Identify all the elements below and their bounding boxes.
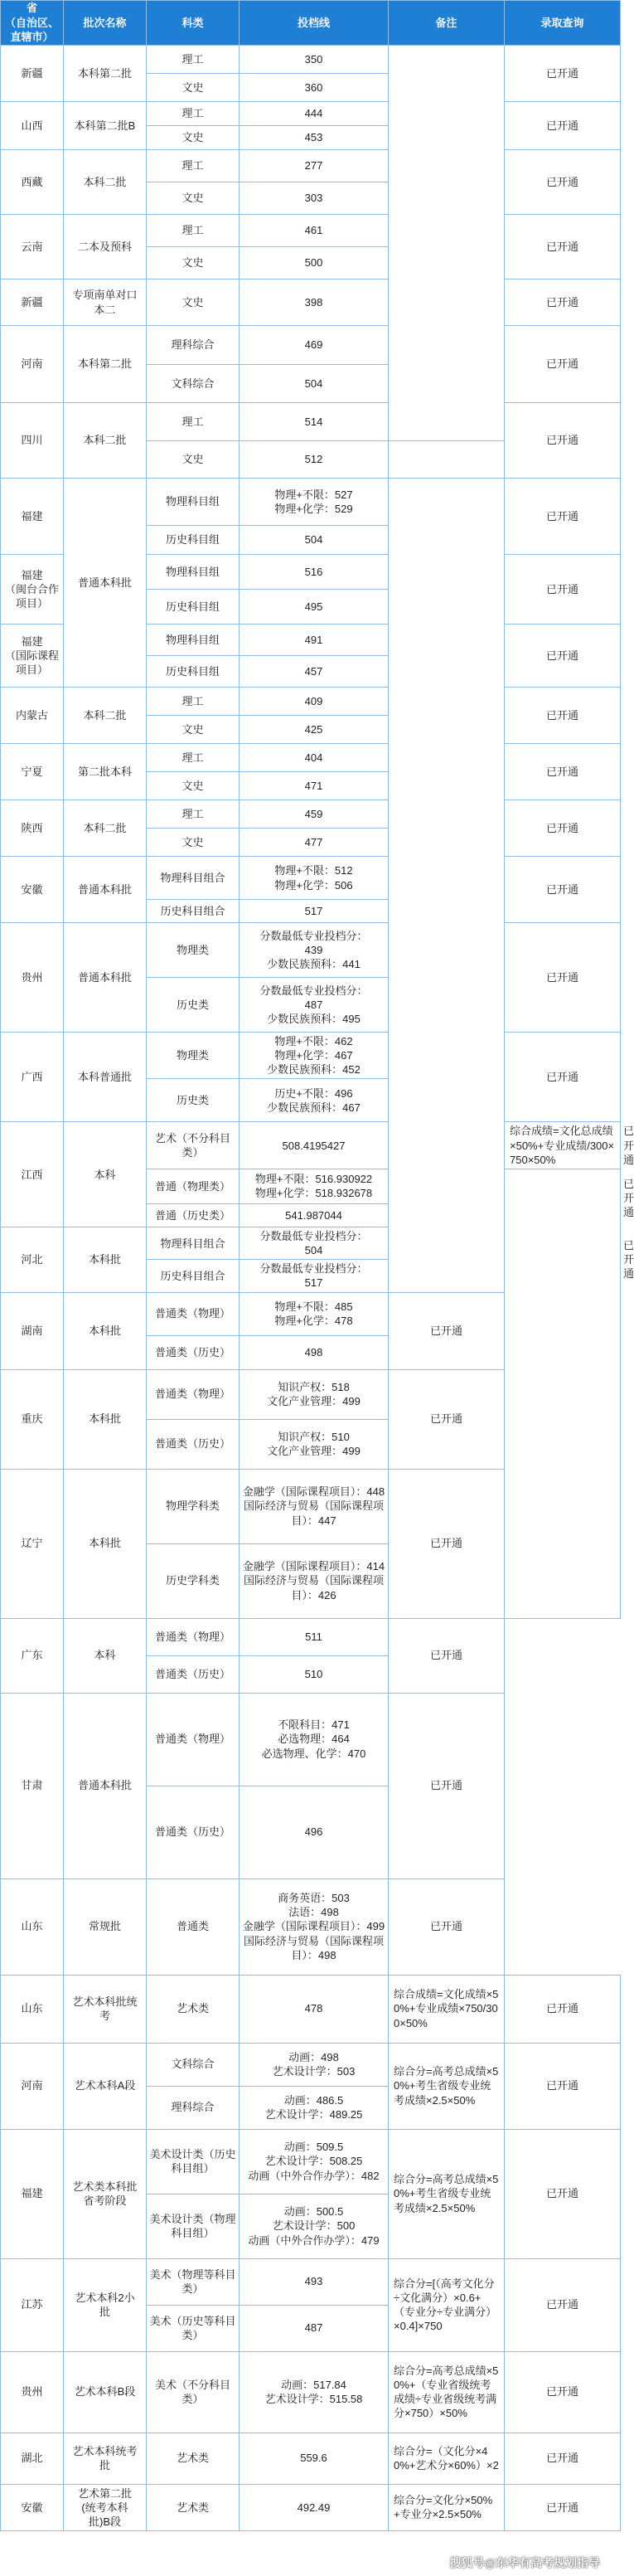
subject-cell: 普通类（物理） [147, 1618, 240, 1655]
batch-cell: 本科 [64, 1618, 147, 1693]
table-row [1, 279, 621, 326]
score-cell: 496 [240, 1786, 389, 1879]
batch-cell: 艺术第二批 (统考本科 批)B段 [64, 2484, 147, 2530]
table-row [1, 857, 621, 900]
subject-cell: 物理科目组 [147, 479, 240, 526]
table-row [1, 46, 621, 74]
score-cell: 物理+不限：462 物理+化学：467 少数民族预科：452 [240, 1033, 389, 1079]
score-cell: 492.49 [240, 2484, 389, 2530]
score-cell: 动画：509.5 艺术设计学：508.25 动画（中外合作办学）：482 [240, 2129, 389, 2194]
table-row [1, 800, 621, 829]
table-row [1, 403, 621, 441]
subject-cell: 普通类（历史） [147, 1786, 240, 1879]
subject-cell: 普通类（历史） [147, 1419, 240, 1469]
table-row [1, 1975, 621, 2043]
status-cell[interactable]: 已开通 [505, 857, 621, 923]
table-row [1, 479, 621, 526]
table-header-row [1, 1, 621, 46]
subject-cell: 历史科目组 [147, 656, 240, 688]
status-cell[interactable]: 已开通 [389, 1879, 505, 1975]
status-cell[interactable]: 已开通 [505, 150, 621, 215]
score-cell: 491 [240, 625, 389, 656]
subject-cell: 文科综合 [147, 365, 240, 403]
score-cell: 517 [240, 900, 389, 923]
header-remark: 备注 [389, 1, 505, 46]
score-cell: 350 [240, 46, 389, 74]
subject-cell: 文史 [147, 279, 240, 326]
score-cell: 477 [240, 829, 389, 857]
subject-cell: 理工 [147, 744, 240, 772]
score-cell: 510 [240, 1655, 389, 1693]
batch-cell: 本科 [64, 1122, 147, 1227]
score-cell: 动画：486.5 艺术设计学：489.25 [240, 2086, 389, 2129]
subject-cell: 美术设计类（物理科目组） [147, 2194, 240, 2258]
subject-cell: 普通类（历史） [147, 1335, 240, 1369]
subject-cell: 文史 [147, 441, 240, 479]
subject-cell: 物理类 [147, 1033, 240, 1079]
subject-cell: 理工 [147, 150, 240, 182]
status-cell[interactable]: 已开通 [389, 1369, 505, 1469]
subject-cell: 文史 [147, 829, 240, 857]
province-cell: 湖北 [1, 2433, 64, 2484]
table-row [1, 1618, 621, 1655]
subject-cell: 文史 [147, 182, 240, 215]
status-cell[interactable]: 已开通 [505, 479, 621, 555]
score-cell: 459 [240, 800, 389, 829]
table-body [1, 46, 634, 2531]
province-cell: 河南 [1, 2043, 64, 2129]
score-cell: 504 [240, 365, 389, 403]
score-cell: 559.6 [240, 2433, 389, 2484]
status-cell[interactable]: 已开通 [505, 744, 621, 800]
province-cell: 新疆 [1, 46, 64, 102]
status-cell[interactable]: 已开通 [505, 2258, 621, 2351]
score-cell: 514 [240, 403, 389, 441]
subject-cell: 物理科目组 [147, 625, 240, 656]
score-cell: 469 [240, 326, 389, 365]
subject-cell: 物理类 [147, 923, 240, 978]
status-cell[interactable]: 已开通 [505, 2433, 621, 2484]
score-cell: 493 [240, 2258, 389, 2305]
subject-cell: 文科综合 [147, 2043, 240, 2086]
table-row [1, 2129, 621, 2194]
remark-cell: 综合分=高考总成绩×50%+（专业省级统考成绩÷专业省级统考满分×750）×50% [389, 2351, 505, 2433]
batch-cell: 本科二批 [64, 800, 147, 857]
score-cell: 512 [240, 441, 389, 479]
table-row: 普通（物理类） 物理+不限：516.930922 物理+化学：518.932678 已开通 [1, 1169, 621, 1203]
batch-cell: 本科批 [64, 1469, 147, 1618]
header-batch: 批次名称 [64, 1, 147, 46]
batch-cell: 本科第二批 [64, 326, 147, 403]
subject-cell: 历史科目组 [147, 590, 240, 625]
score-cell: 历史+不限：496 少数民族预科：467 [240, 1079, 389, 1122]
batch-cell: 艺术本科A段 [64, 2043, 147, 2129]
subject-cell: 理工 [147, 800, 240, 829]
subject-cell: 普通类（物理） [147, 1369, 240, 1419]
score-cell: 487 [240, 2305, 389, 2351]
table-row [1, 744, 621, 772]
province-cell: 辽宁 [1, 1469, 64, 1618]
province-cell: 河南 [1, 326, 64, 403]
status-cell[interactable]: 已开通 [389, 1618, 505, 1693]
subject-cell: 文史 [147, 247, 240, 279]
score-cell: 425 [240, 716, 389, 744]
batch-cell: 普通本科批 [64, 479, 147, 688]
table-row [1, 1879, 621, 1975]
remark-cell [505, 1169, 621, 1618]
subject-cell: 文史 [147, 74, 240, 102]
province-cell: 内蒙古 [1, 688, 64, 744]
batch-cell: 艺术本科B段 [64, 2351, 147, 2433]
score-cell: 498 [240, 1335, 389, 1369]
score-cell: 453 [240, 126, 389, 150]
status-cell[interactable]: 已开通 [505, 46, 621, 102]
table-row [1, 2484, 621, 2530]
subject-cell: 理工 [147, 102, 240, 126]
batch-cell: 第二批本科 [64, 744, 147, 800]
subject-cell: 理工 [147, 215, 240, 247]
province-cell: 新疆 [1, 279, 64, 326]
subject-cell: 历史科目组 [147, 526, 240, 555]
batch-cell: 本科二批 [64, 688, 147, 744]
subject-cell: 美术（不分科目类） [147, 2351, 240, 2433]
status-cell[interactable]: 已开通 [505, 2043, 621, 2129]
table-row [1, 102, 621, 126]
province-cell: 山东 [1, 1975, 64, 2043]
batch-cell: 本科批 [64, 1369, 147, 1469]
subject-cell: 艺术类 [147, 2484, 240, 2530]
batch-cell: 普通本科批 [64, 1693, 147, 1879]
score-cell: 508.4195427 [240, 1122, 389, 1169]
table-row [1, 2433, 621, 2484]
batch-cell: 二本及预科 [64, 215, 147, 279]
batch-cell: 本科第二批B [64, 102, 147, 150]
header-subject: 科类 [147, 1, 240, 46]
province-cell: 江苏 [1, 2258, 64, 2351]
score-cell: 398 [240, 279, 389, 326]
status-cell[interactable]: 已开通 [505, 2351, 621, 2433]
batch-cell: 本科第二批 [64, 46, 147, 102]
remark-cell [389, 46, 505, 441]
subject-cell: 物理科目组 [147, 555, 240, 590]
remark-cell: 综合成绩=文化总成绩×50%+专业成绩/300×750×50% [505, 1122, 621, 1169]
batch-cell: 艺术本科批统 考 [64, 1975, 147, 2043]
subject-cell: 理工 [147, 46, 240, 74]
table-row [1, 2258, 621, 2305]
subject-cell: 历史类 [147, 978, 240, 1033]
table-row [1, 688, 621, 716]
batch-cell: 本科二批 [64, 150, 147, 215]
subject-cell: 历史科目组合 [147, 1260, 240, 1292]
score-cell: 动画：498 艺术设计学：503 [240, 2043, 389, 2086]
province-cell: 广西 [1, 1033, 64, 1122]
province-cell: 福建 [1, 2129, 64, 2258]
status-cell[interactable]: 已开通 [505, 1033, 621, 1122]
subject-cell: 历史类 [147, 1079, 240, 1122]
remark-cell: 综合成绩=文化成绩×50%+专业成绩×750/300×50% [389, 1975, 505, 2043]
batch-cell: 艺术类本科批 省考阶段 [64, 2129, 147, 2258]
batch-cell: 本科普通批 [64, 1033, 147, 1122]
batch-cell: 本科二批 [64, 403, 147, 479]
score-cell: 分数最低专业投档分： 517 [240, 1260, 389, 1292]
table-row: 河北 本科批 物理科目组合 分数最低专业投档分： 504 已开通 [1, 1227, 621, 1259]
province-cell: 河北 [1, 1227, 64, 1292]
status-cell[interactable]: 已开通 [389, 1292, 505, 1369]
score-cell: 541.987044 [240, 1203, 389, 1227]
subject-cell: 艺术类 [147, 2433, 240, 2484]
table-row [1, 2043, 621, 2086]
province-cell: 江西 [1, 1122, 64, 1227]
table-row: 江西 本科 艺术（不分科目 类） 508.4195427 综合成绩=文化总成绩×50%+专业成绩/300×750×50% 已开通 [1, 1122, 621, 1169]
status-cell[interactable]: 已开通 [505, 2129, 621, 2258]
score-cell: 478 [240, 1975, 389, 2043]
batch-cell: 常规批 [64, 1879, 147, 1975]
status-cell[interactable]: 已开通 [505, 215, 621, 279]
score-cell: 分数最低专业投档分： 439 少数民族预科：441 [240, 923, 389, 978]
score-cell: 分数最低专业投档分： 504 [240, 1227, 389, 1259]
remark-cell: 综合分=高考总成绩×50%+考生省级专业统考成绩×2.5×50% [389, 2043, 505, 2129]
table-row [1, 2351, 621, 2433]
status-cell[interactable]: 已开通 [505, 403, 621, 479]
subject-cell: 普通类（历史） [147, 1655, 240, 1693]
subject-cell: 美术（物理等科目类） [147, 2258, 240, 2305]
score-cell: 511 [240, 1618, 389, 1655]
status-cell[interactable]: 已开通 [505, 800, 621, 857]
status-cell[interactable]: 已开通 [505, 688, 621, 744]
table-row [1, 150, 621, 182]
subject-cell: 普通类（物理） [147, 1292, 240, 1335]
subject-cell: 物理科目组合 [147, 1227, 240, 1259]
score-cell: 471 [240, 772, 389, 800]
batch-cell: 艺术本科2小 批 [64, 2258, 147, 2351]
subject-cell: 普通类 [147, 1879, 240, 1975]
province-cell: 西藏 [1, 150, 64, 215]
province-cell: 贵州 [1, 2351, 64, 2433]
score-cell: 504 [240, 526, 389, 555]
score-cell: 303 [240, 182, 389, 215]
province-cell: 重庆 [1, 1369, 64, 1469]
subject-cell: 普通（物理类） [147, 1169, 240, 1203]
subject-cell: 历史科目组合 [147, 900, 240, 923]
table-row [1, 215, 621, 247]
score-cell: 516 [240, 555, 389, 590]
province-cell: 安徽 [1, 2484, 64, 2530]
status-cell[interactable]: 已开通 [505, 555, 621, 625]
header-status: 录取查询 [505, 1, 621, 46]
score-cell: 分数最低专业投档分： 487 少数民族预科：495 [240, 978, 389, 1033]
province-cell: 甘肃 [1, 1693, 64, 1879]
batch-cell: 本科批 [64, 1227, 147, 1292]
province-cell: 福建 [1, 479, 64, 555]
province-cell: 安徽 [1, 857, 64, 923]
score-cell: 物理+不限：516.930922 物理+化学：518.932678 [240, 1169, 389, 1203]
score-cell: 不限科目：471 必选物理：464 必选物理、化学：470 [240, 1693, 389, 1786]
status-cell[interactable]: 已开通 [505, 326, 621, 403]
status-cell[interactable]: 已开通 [505, 2484, 621, 2530]
batch-cell: 本科批 [64, 1292, 147, 1369]
score-cell: 277 [240, 150, 389, 182]
province-cell: 贵州 [1, 923, 64, 1033]
subject-cell: 理科综合 [147, 326, 240, 365]
subject-cell: 艺术（不分科目 类） [147, 1122, 240, 1169]
score-cell: 金融学（国际课程项目）：448 国际经济与贸易（国际课程项目）：447 [240, 1469, 389, 1543]
table-row [1, 1693, 621, 1786]
score-cell: 知识产权：510 文化产业管理：499 [240, 1419, 389, 1469]
score-cell: 物理+不限：485 物理+化学：478 [240, 1292, 389, 1335]
status-cell[interactable]: 已开通 [505, 279, 621, 326]
remark-cell: 综合分=[（高考文化分÷文化满分）×0.6+（专业分÷专业满分）×0.4]×750 [389, 2258, 505, 2351]
subject-cell: 普通类（物理） [147, 1693, 240, 1786]
score-cell: 知识产权：518 文化产业管理：499 [240, 1369, 389, 1419]
score-cell: 动画：517.84 艺术设计学：515.58 [240, 2351, 389, 2433]
watermark: 搜狐号@东华有高考规划指导 [449, 2556, 600, 2569]
subject-cell: 理工 [147, 403, 240, 441]
remark-cell [389, 479, 505, 1293]
subject-cell: 文史 [147, 772, 240, 800]
subject-cell: 美术（历史等科目类） [147, 2305, 240, 2351]
score-cell: 444 [240, 102, 389, 126]
subject-cell: 历史学科类 [147, 1543, 240, 1618]
status-cell[interactable]: 已开通 [505, 1975, 621, 2043]
batch-cell: 普通本科批 [64, 923, 147, 1033]
province-cell: 湖南 [1, 1292, 64, 1369]
status-cell[interactable]: 已开通 [389, 1693, 505, 1879]
score-cell: 物理+不限：512 物理+化学：506 [240, 857, 389, 900]
province-cell: 四川 [1, 403, 64, 479]
score-cell: 461 [240, 215, 389, 247]
score-cell: 金融学（国际课程项目）：414 国际经济与贸易（国际课程项目）：426 [240, 1543, 389, 1618]
batch-cell: 艺术本科统考 批 [64, 2433, 147, 2484]
remark-cell: 综合分=高考总成绩×50%+考生省级专业统考成绩×2.5×50% [389, 2129, 505, 2258]
score-cell: 360 [240, 74, 389, 102]
subject-cell: 文史 [147, 716, 240, 744]
remark-cell: 综合分=文化分×50%+专业分×2.5×50% [389, 2484, 505, 2530]
batch-cell: 专项南单对口 本二 [64, 279, 147, 326]
table-row [1, 326, 621, 365]
table-row [1, 923, 621, 978]
subject-cell: 物理学科类 [147, 1469, 240, 1543]
province-cell: 山东 [1, 1879, 64, 1975]
status-cell[interactable]: 已开通 [505, 625, 621, 688]
header-score: 投档线 [240, 1, 389, 46]
province-cell: 山西 [1, 102, 64, 150]
subject-cell: 艺术类 [147, 1975, 240, 2043]
status-cell[interactable]: 已开通 [389, 1469, 505, 1618]
province-cell: 福建 （国际课程项目） [1, 625, 64, 688]
province-cell: 陕西 [1, 800, 64, 857]
remark-cell: 综合分=（文化分×40%+艺术分×60%）×2 [389, 2433, 505, 2484]
subject-cell: 理科综合 [147, 2086, 240, 2129]
score-cell: 495 [240, 590, 389, 625]
subject-cell: 物理科目组合 [147, 857, 240, 900]
province-cell: 广东 [1, 1618, 64, 1693]
score-cell: 商务英语：503 法语：498 金融学（国际课程项目）：499 国际经济与贸易（国际课程项目）：498 [240, 1879, 389, 1975]
province-cell: 福建 （闽台合作项目） [1, 555, 64, 625]
batch-cell: 普通本科批 [64, 857, 147, 923]
subject-cell: 文史 [147, 126, 240, 150]
table-row [1, 1033, 621, 1079]
score-cell: 物理+不限：527 物理+化学：529 [240, 479, 389, 526]
subject-cell: 理工 [147, 688, 240, 716]
score-cell: 457 [240, 656, 389, 688]
status-cell[interactable]: 已开通 [505, 923, 621, 1033]
header-province: 省 （自治区、直辖市） [1, 1, 64, 46]
province-cell: 宁夏 [1, 744, 64, 800]
status-cell[interactable]: 已开通 [505, 102, 621, 150]
score-cell: 500 [240, 247, 389, 279]
score-cell: 404 [240, 744, 389, 772]
subject-cell: 普通（历史类） [147, 1203, 240, 1227]
score-cell: 409 [240, 688, 389, 716]
province-cell: 云南 [1, 215, 64, 279]
score-cell: 动画：500.5 艺术设计学：500 动画（中外合作办学）：479 [240, 2194, 389, 2258]
subject-cell: 美术设计类（历史科目组） [147, 2129, 240, 2194]
